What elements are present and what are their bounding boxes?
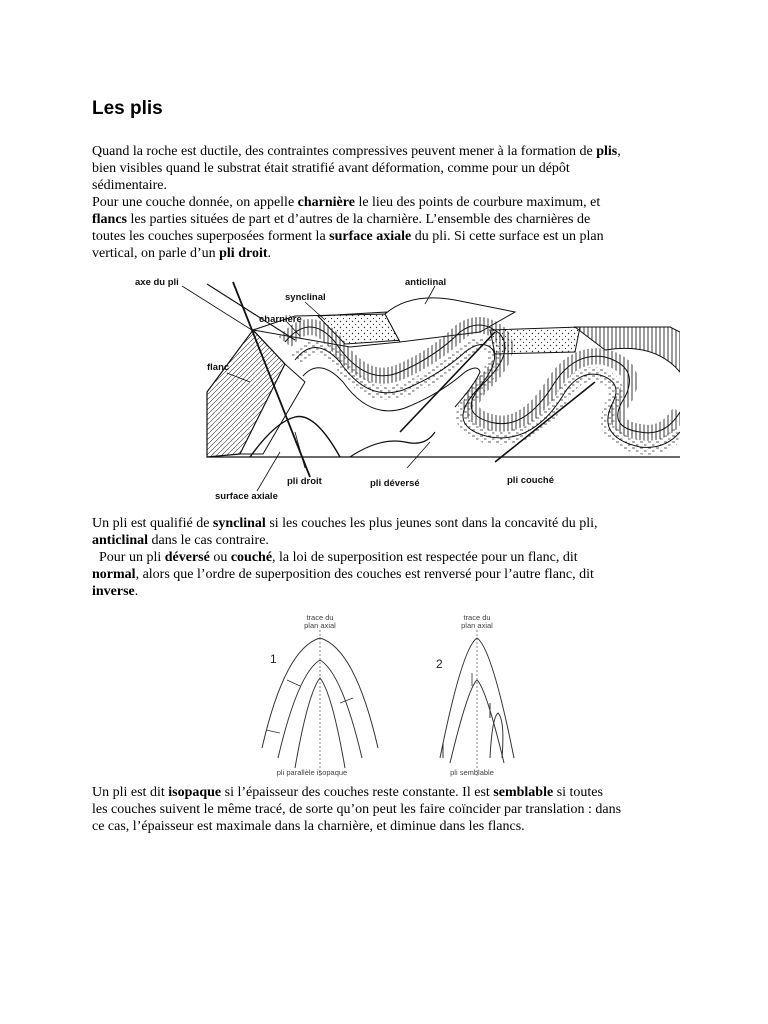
term-couche: couché [230, 550, 273, 565]
text-run: , alors que l’ordre de superposition des couches est renversé pour l’autre flanc, dit [135, 567, 594, 582]
text-run: , [617, 144, 621, 159]
fold-number-2: 2 [436, 657, 443, 671]
text-run: dans le cas contraire. [148, 533, 269, 548]
paragraph-intro [92, 143, 621, 194]
label-surface-axiale: surface axiale [215, 491, 278, 502]
label-anticlinal: anticlinal [405, 277, 447, 288]
paragraph-synclinal [92, 515, 597, 600]
trace-label-1b: plan axial [304, 621, 336, 630]
paragraph-charniere [92, 194, 604, 262]
text-run: les parties situées de part et d’autres de la charnière. L’ensemble des charnières de [127, 212, 591, 227]
label-pli-deverse: pli déversé [370, 478, 420, 489]
page-title: Les plis [92, 98, 163, 119]
label-pli-semblable: pli semblable [450, 768, 494, 777]
term-synclinal: synclinal [212, 516, 266, 531]
text-line: bien visibles quand le substrat était stratifié avant déformation, comme pour un dépôt [92, 161, 570, 176]
trace-label-1a: trace du [306, 613, 334, 622]
term-pli-droit: pli droit [219, 246, 268, 261]
term-deverse: déversé [164, 550, 210, 565]
trace-label-2b: plan axial [461, 621, 493, 630]
term-charniere: charnière [297, 195, 355, 210]
label-charniere: charnière [259, 314, 302, 325]
text-run: Un pli est dit [92, 785, 169, 800]
label-pli-parallele: pli parallèle isopaque [276, 768, 348, 777]
text-run: si l’épaisseur des couches reste constante. Il est [221, 785, 494, 800]
text-run: si les couches les plus jeunes sont dans la concavité du pli, [265, 516, 598, 531]
text-run: . [267, 246, 271, 261]
trace-label-2a: trace du [463, 613, 491, 622]
fold-number-1: 1 [270, 652, 277, 666]
label-pli-couche: pli couché [507, 475, 554, 486]
label-flanc: flanc [207, 362, 230, 373]
term-surface-axiale: surface axiale [329, 229, 412, 244]
text-run: du pli. Si cette surface est un plan [411, 229, 604, 244]
term-plis: plis [596, 144, 618, 159]
similar-fold [436, 613, 514, 777]
text-run: Pour une couche donnée, on appelle [92, 195, 298, 210]
term-anticlinal: anticlinal [92, 533, 149, 548]
text-run: . [134, 584, 139, 599]
text-run: Un pli est qualifié de [92, 516, 213, 531]
parallel-fold [262, 613, 378, 777]
text-run: Pour un pli [92, 550, 165, 565]
term-semblable: semblable [493, 785, 554, 800]
text-run: le lieu des points de courbure maximum, et [354, 195, 601, 210]
term-normal: normal [92, 567, 136, 582]
term-isopaque: isopaque [168, 785, 222, 800]
paragraph-isopaque [92, 784, 621, 835]
text-run: toutes les couches superposées forment la [92, 229, 330, 244]
label-synclinal: synclinal [285, 292, 326, 303]
text-run: ou [209, 550, 231, 565]
text-run: , la loi de superposition est respectée pour un flanc, dit [272, 550, 578, 565]
label-pli-droit: pli droit [287, 476, 322, 487]
text-line: sédimentaire. [92, 178, 168, 193]
fold-types-diagram [240, 608, 530, 780]
text-run: Quand la roche est ductile, des contraintes compressives peuvent mener à la formation de [92, 144, 597, 159]
term-inverse: inverse [92, 584, 135, 599]
fold-block-diagram [135, 272, 680, 502]
text-run: vertical, on parle d’un [92, 246, 220, 261]
text-run: si toutes [553, 785, 603, 800]
label-axe-du-pli: axe du pli [135, 277, 179, 288]
text-line: ce cas, l’épaisseur est maximale dans la charnière, et diminue dans les flancs. [92, 819, 525, 834]
term-flancs: flancs [92, 212, 127, 227]
text-line: les couches suivent le même tracé, de sorte qu’on peut les faire coïncider par translation : dans [92, 802, 622, 817]
